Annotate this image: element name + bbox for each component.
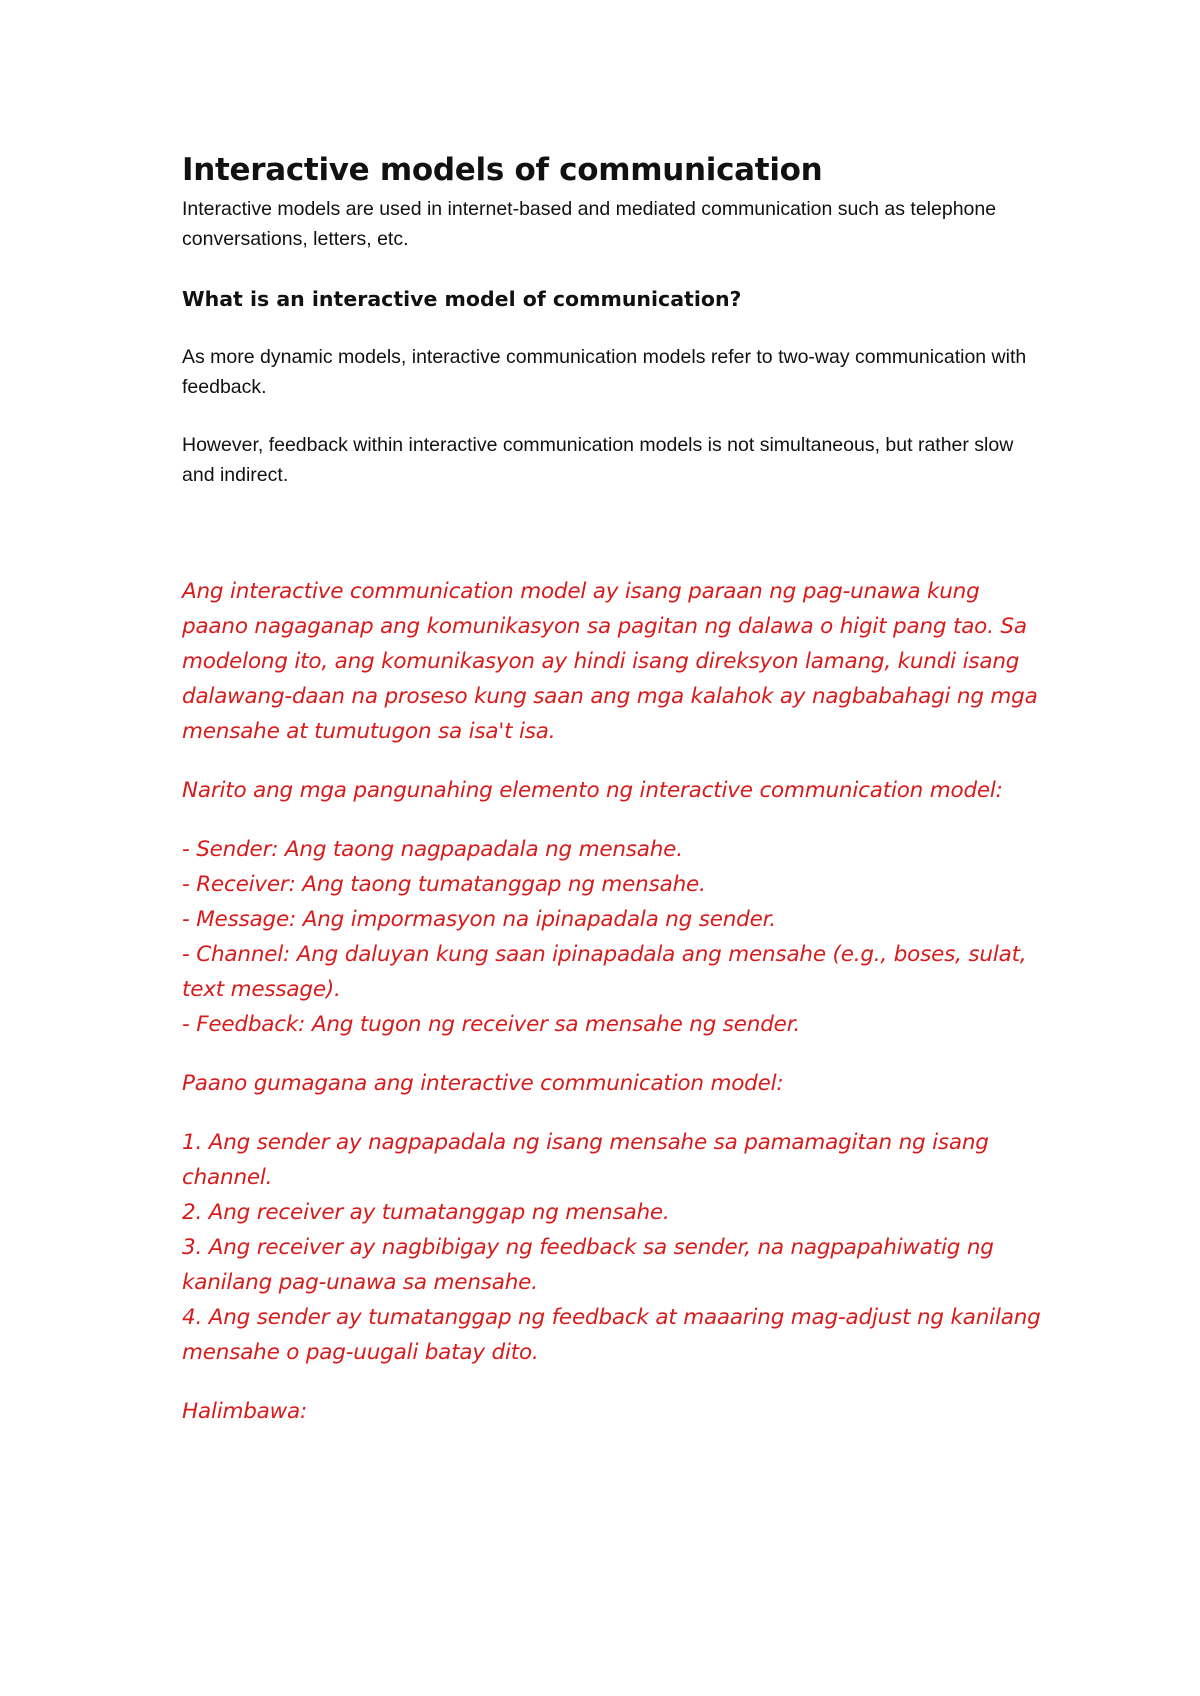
list-item: - Sender: Ang taong nagpapadala ng mensahe. xyxy=(182,837,683,862)
paragraph-feedback: However, feedback within interactive communication models is not simultaneous, but rather slow and indirect. xyxy=(182,434,1014,486)
elements-list xyxy=(182,832,1042,1042)
spacer xyxy=(182,254,1042,284)
spacer xyxy=(182,314,1042,342)
spacer xyxy=(182,1042,1042,1066)
document-content xyxy=(182,150,1042,1429)
tagalog-intro-paragraph: Ang interactive communication model ay isang paraan ng pag-unawa kung paano nagaganap ang komunikasyon sa pagitan ng dalawa o higit pang tao. Sa modelong ito, ang komunikasyon ay hindi isang direksyon lamang, kundi isang dalawang-daan na proseso kung saan ang mga kalahok ay nagbabahagi ng mga mensahe at tumutugon sa isa't isa. xyxy=(182,579,1038,744)
spacer xyxy=(182,1101,1042,1125)
list-item: - Receiver: Ang taong tumatanggap ng mensahe. xyxy=(182,872,706,897)
intro-paragraph: Interactive models are used in internet-based and mediated communication such as telephone conversations, letters, etc. xyxy=(182,198,997,250)
list-item: - Feedback: Ang tugon ng receiver sa mensahe ng sender. xyxy=(182,1012,801,1037)
spacer xyxy=(182,1370,1042,1394)
process-heading: Paano gumagana ang interactive communication model: xyxy=(182,1071,784,1096)
example-heading: Halimbawa: xyxy=(182,1399,308,1424)
list-item: - Message: Ang impormasyon na ipinapadala ng sender. xyxy=(182,907,776,932)
question-heading: What is an interactive model of communication? xyxy=(182,287,742,311)
paragraph-two-way: As more dynamic models, interactive communication models refer to two-way communication with feedback. xyxy=(182,346,1027,398)
spacer xyxy=(182,749,1042,773)
steps-list xyxy=(182,1125,1042,1370)
list-item: 1. Ang sender ay nagpapadala ng isang mensahe sa pamamagitan ng isang channel. xyxy=(182,1130,989,1190)
spacer xyxy=(182,808,1042,832)
list-item: 4. Ang sender ay tumatanggap ng feedback at maaaring mag-adjust ng kanilang mensahe o pag-uugali batay dito. xyxy=(182,1305,1041,1365)
list-item: 2. Ang receiver ay tumatanggap ng mensahe. xyxy=(182,1200,670,1225)
list-item: 3. Ang receiver ay nagbibigay ng feedback sa sender, na nagpapahiwatig ng kanilang pag-unawa sa mensahe. xyxy=(182,1235,994,1295)
spacer xyxy=(182,402,1042,430)
list-item: - Channel: Ang daluyan kung saan ipinapadala ang mensahe (e.g., boses, sulat, text message). xyxy=(182,942,1027,1002)
spacer xyxy=(182,490,1042,574)
elements-heading: Narito ang mga pangunahing elemento ng interactive communication model: xyxy=(182,778,1003,803)
page-title: Interactive models of communication xyxy=(182,152,823,188)
